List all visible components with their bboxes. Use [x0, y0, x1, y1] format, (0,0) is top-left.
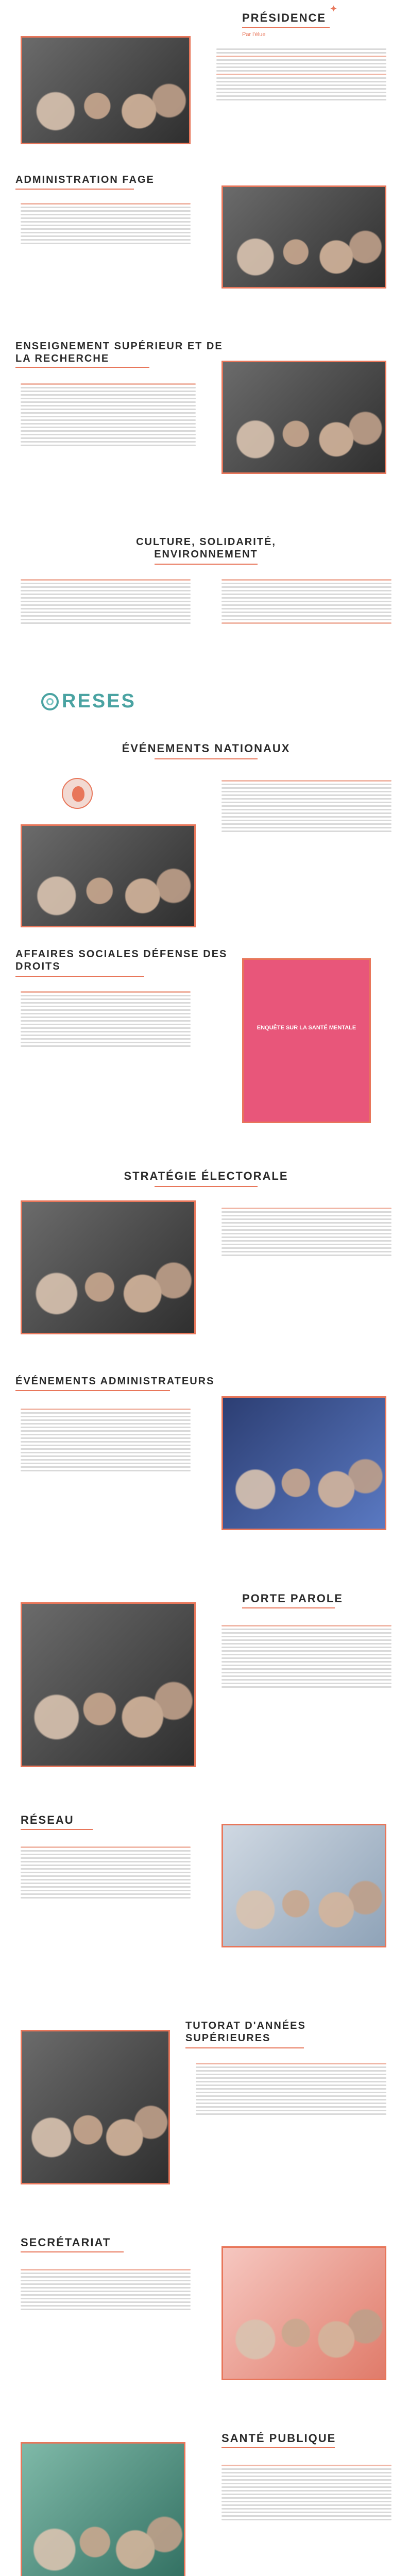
section-title: TUTORAT D'ANNÉES SUPÉRIEURES: [185, 2020, 306, 2044]
section-title: ENSEIGNEMENT SUPÉRIEUR ET DE LA RECHERCHE: [15, 341, 223, 364]
sparkle-icon: ✦: [330, 4, 338, 14]
section-sante-publique: [0, 2432, 409, 2576]
title-underline: [15, 1390, 170, 1391]
section-evenements-nationaux: [0, 742, 409, 948]
section-tutorat: [0, 2020, 409, 2236]
meeting-photo: [221, 185, 386, 289]
title-underline: [21, 1829, 93, 1830]
title-underline: [15, 189, 134, 190]
section-text: [21, 381, 196, 448]
section-porte-parole: [0, 1592, 409, 1814]
section-evenements-administrateurs: [0, 1376, 409, 1592]
section-text: [221, 778, 391, 834]
team-photo: [21, 36, 191, 144]
poster-text: ENQUÊTE SUR LA SANTÉ MENTALE: [257, 1024, 356, 1031]
section-text: [21, 2267, 191, 2312]
survey-poster: [242, 958, 371, 1123]
title-underline: [221, 2447, 335, 2448]
title-underline: [155, 1186, 258, 1187]
election-photo: [21, 1200, 196, 1334]
section-title: AFFAIRES SOCIALES DÉFENSE DES DROITS: [15, 948, 228, 972]
reses-logo-icon: [41, 693, 59, 710]
group-photo: [221, 1396, 386, 1530]
section-subtitle: Par l'élue: [242, 31, 266, 38]
title-underline: [155, 564, 258, 565]
reses-logo-text: RESES: [62, 690, 136, 712]
network-photo: [221, 1824, 386, 1947]
section-affaires-sociales: [0, 948, 409, 1170]
section-reseau: [0, 1814, 409, 2020]
section-title: CULTURE, SOLIDARITÉ, ENVIRONNEMENT: [136, 536, 276, 560]
section-title: SANTÉ PUBLIQUE: [221, 2432, 336, 2445]
reses-logo: [41, 690, 136, 713]
section-presidence: [0, 0, 409, 170]
title-underline: [185, 2047, 304, 2048]
title-underline: [15, 367, 149, 368]
section-secretariat: [0, 2236, 409, 2432]
section-text: [221, 1623, 391, 1690]
section-administration-fage: [0, 170, 409, 340]
section-text: [21, 577, 191, 626]
press-photo: [21, 1602, 196, 1767]
section-text: [216, 46, 386, 103]
tutoring-photo: [21, 2030, 170, 2184]
section-text-right: [221, 577, 391, 626]
national-event-photo: [21, 824, 196, 927]
section-title: ÉVÉNEMENTS ADMINISTRATEURS: [15, 1376, 215, 1387]
conference-photo: [221, 361, 386, 474]
title-underline: [155, 758, 258, 759]
health-campaign-photo: [21, 2442, 185, 2576]
section-title: PRÉSIDENCE: [242, 11, 327, 24]
event-emblem: [62, 778, 93, 809]
section-text: [21, 1844, 191, 1901]
section-title: ADMINISTRATION FAGE: [15, 174, 155, 185]
title-underline: [242, 27, 330, 28]
title-underline: [242, 1607, 335, 1608]
title-underline: [21, 2251, 124, 2252]
section-text: [21, 989, 191, 1049]
section-culture: [0, 536, 409, 742]
office-photo: [221, 2246, 386, 2380]
section-text: [21, 1406, 191, 1473]
section-title: ÉVÉNEMENTS NATIONAUX: [122, 742, 291, 755]
section-text: [221, 1206, 391, 1258]
section-title: RÉSEAU: [21, 1814, 74, 1826]
section-title: SECRÉTARIAT: [21, 2236, 111, 2249]
section-text: [196, 2061, 386, 2117]
section-text: [21, 201, 191, 246]
section-text: [221, 2463, 391, 2522]
section-title: STRATÉGIE ÉLECTORALE: [124, 1170, 288, 1182]
section-title: PORTE PAROLE: [242, 1592, 343, 1605]
title-underline: [15, 976, 144, 977]
section-strategie-electorale: [0, 1170, 409, 1376]
section-enseignement-superieur: [0, 340, 409, 536]
